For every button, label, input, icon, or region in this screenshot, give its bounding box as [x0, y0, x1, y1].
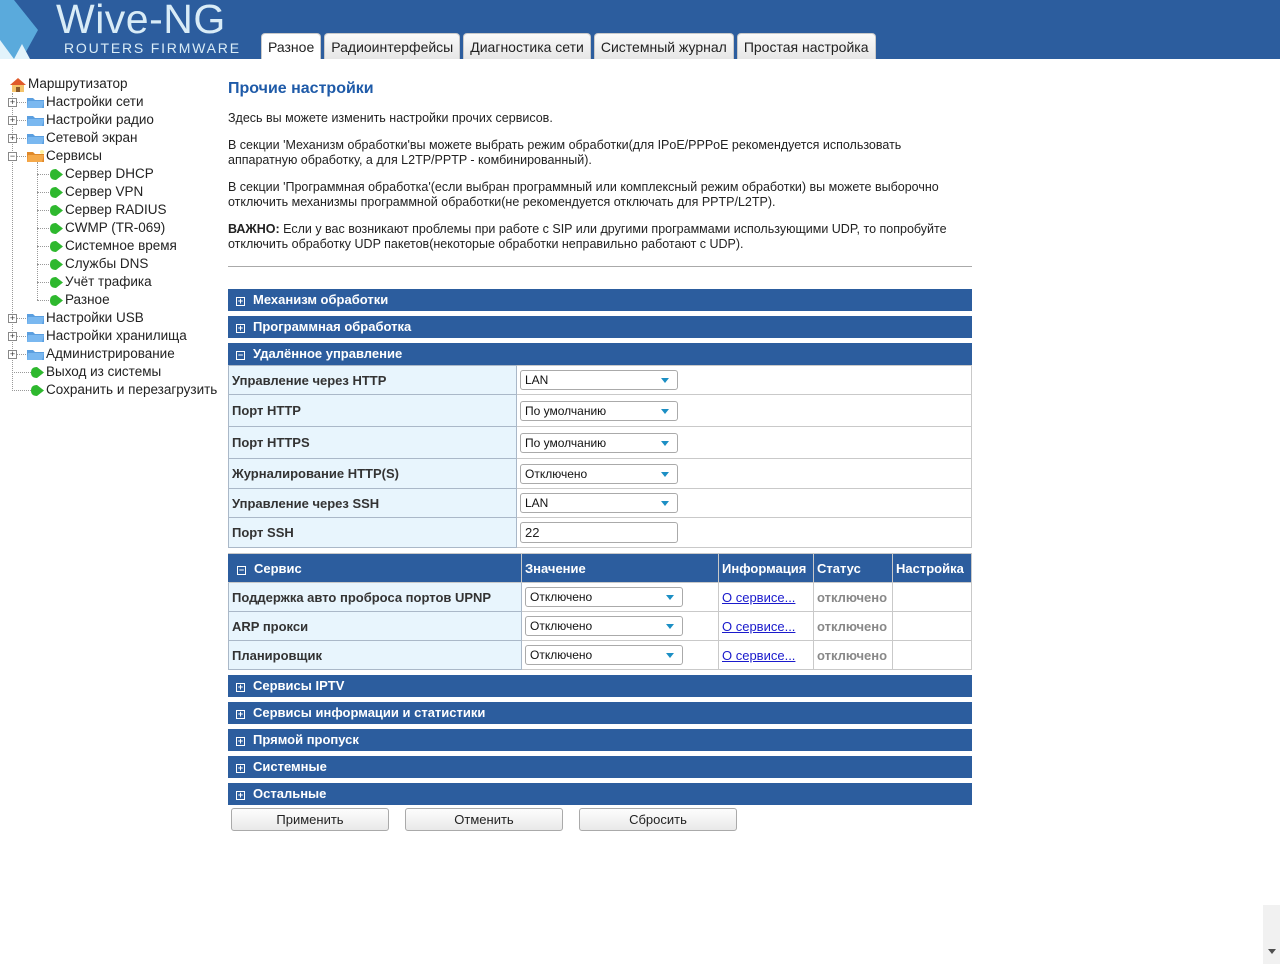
- expand-icon: +: [237, 323, 244, 333]
- folder-icon: [27, 114, 44, 126]
- upnp-select[interactable]: [525, 587, 683, 607]
- section-info-stats-services[interactable]: [228, 702, 972, 724]
- folder-icon: [27, 330, 44, 342]
- service-info-link[interactable]: О сервисе...: [722, 589, 796, 605]
- sidebar-item-label: Системное время: [65, 238, 177, 253]
- sidebar-item-services[interactable]: [8, 147, 217, 165]
- field-label: Порт HTTP: [229, 395, 517, 427]
- green-leaf-icon: [31, 367, 44, 378]
- column-header-service[interactable]: − Сервис: [229, 554, 522, 583]
- logo-title: Wive-NG: [56, 0, 226, 42]
- folder-icon: [27, 348, 44, 360]
- collapse-icon: −: [237, 350, 244, 360]
- expand-icon: +: [237, 736, 244, 746]
- green-leaf-icon: [50, 277, 63, 288]
- sidebar-item-label: Настройки радио: [46, 112, 154, 127]
- sidebar-item-radio-settings[interactable]: [8, 111, 217, 129]
- service-status: отключено: [817, 618, 888, 634]
- section-title: Сервисы информации и статистики: [253, 705, 486, 720]
- expand-icon[interactable]: +: [9, 133, 16, 143]
- service-status: отключено: [817, 589, 888, 605]
- services-header-row: [229, 554, 972, 583]
- dropdown-arrow-icon: [666, 653, 674, 658]
- expand-icon: +: [237, 682, 244, 692]
- http-port-select[interactable]: [520, 401, 678, 421]
- cancel-button[interactable]: Отменить: [405, 808, 563, 831]
- sidebar-item-label: Настройки USB: [46, 310, 144, 325]
- dropdown-arrow-icon: [661, 472, 669, 477]
- page-title: Прочие настройки: [228, 80, 374, 97]
- tab-system-log[interactable]: Системный журнал: [594, 33, 734, 59]
- scrollbar[interactable]: [1263, 905, 1280, 964]
- section-title: Удалённое управление: [253, 346, 403, 361]
- tab-simple-setup[interactable]: Простая настройка: [737, 33, 876, 59]
- service-settings-cell: [893, 612, 972, 641]
- field-label: Журналирование HTTP(S): [229, 459, 517, 489]
- collapse-icon[interactable]: −: [9, 151, 16, 161]
- green-leaf-icon: [50, 205, 63, 216]
- tab-misc[interactable]: Разное: [261, 33, 321, 59]
- service-name: Планировщик: [229, 641, 522, 670]
- expand-icon[interactable]: +: [9, 97, 16, 107]
- top-tabs: [261, 33, 876, 59]
- green-leaf-icon: [50, 223, 63, 234]
- sidebar-item-logout[interactable]: [8, 363, 217, 381]
- sidebar-item-usb-settings[interactable]: [8, 309, 217, 327]
- folder-icon: [27, 312, 44, 324]
- table-row: [229, 489, 972, 518]
- expand-icon: +: [237, 763, 244, 773]
- scroll-down-arrow-icon[interactable]: [1268, 949, 1276, 954]
- dropdown-arrow-icon: [661, 409, 669, 414]
- select-value: LAN: [525, 496, 549, 510]
- sidebar-item-network-settings[interactable]: [8, 93, 217, 111]
- service-info-link[interactable]: О сервисе...: [722, 618, 796, 634]
- sidebar-item-traffic-accounting[interactable]: [8, 273, 217, 291]
- sidebar-item-label: Учёт трафика: [65, 274, 152, 289]
- tab-network-diagnostics[interactable]: Диагностика сети: [463, 33, 591, 59]
- sidebar-item-label: Выход из системы: [46, 364, 162, 379]
- sidebar-item-label: Сохранить и перезагрузить: [46, 382, 218, 397]
- sidebar-item-misc[interactable]: [8, 291, 217, 309]
- section-title: Прямой пропуск: [253, 732, 359, 747]
- logo-chevron-icon: [0, 0, 42, 59]
- scheduler-select[interactable]: [525, 645, 683, 665]
- expand-icon[interactable]: +: [9, 115, 16, 125]
- section-processing-mechanism[interactable]: [228, 289, 972, 311]
- sidebar-item-cwmp[interactable]: [8, 219, 217, 237]
- http-management-select[interactable]: [520, 370, 678, 390]
- expand-icon: +: [237, 790, 244, 800]
- green-leaf-icon: [50, 187, 63, 198]
- sidebar-item-system-time[interactable]: [8, 237, 217, 255]
- select-value: Отключено: [530, 590, 593, 604]
- field-label: Порт HTTPS: [229, 427, 517, 459]
- select-value: Отключено: [525, 466, 588, 481]
- green-leaf-icon: [50, 241, 63, 252]
- field-label: Управление через SSH: [229, 489, 517, 518]
- select-value: LAN: [525, 373, 549, 387]
- dropdown-arrow-icon: [661, 441, 669, 446]
- sidebar-item-label: Настройки сети: [46, 94, 144, 109]
- sidebar-item-firewall[interactable]: [8, 129, 217, 147]
- tab-radio-interfaces[interactable]: Радиоинтерфейсы: [324, 33, 460, 59]
- green-leaf-icon: [31, 385, 44, 396]
- select-value: Отключено: [530, 619, 593, 633]
- sidebar-item-label: Администрирование: [46, 346, 175, 361]
- service-status: отключено: [817, 647, 888, 663]
- logo-subtitle: ROUTERS FIRMWARE: [64, 40, 241, 56]
- dropdown-arrow-icon: [666, 595, 674, 600]
- sidebar-item-label: Сервер RADIUS: [65, 202, 167, 217]
- service-settings-cell: [893, 641, 972, 670]
- dropdown-arrow-icon: [661, 501, 669, 506]
- service-name: ARP прокси: [229, 612, 522, 641]
- expand-icon: +: [237, 296, 244, 306]
- service-info-link[interactable]: О сервисе...: [722, 647, 796, 663]
- section-software-processing[interactable]: [228, 316, 972, 338]
- collapse-icon: −: [238, 564, 245, 575]
- sidebar-tree: [8, 75, 217, 399]
- table-row: [229, 612, 972, 641]
- reset-button[interactable]: Сбросить: [579, 808, 737, 831]
- folder-icon: [27, 132, 44, 144]
- select-value: По умолчанию: [525, 403, 607, 418]
- sidebar-item-label: Службы DNS: [65, 256, 149, 271]
- select-value: Отключено: [530, 648, 593, 662]
- services-table: [228, 553, 972, 670]
- select-value: По умолчанию: [525, 435, 607, 450]
- table-row: [229, 583, 972, 612]
- sidebar-item-label: Сетевой экран: [46, 130, 138, 145]
- green-leaf-icon: [50, 169, 63, 180]
- green-leaf-icon: [50, 259, 63, 270]
- expand-icon[interactable]: +: [9, 313, 16, 323]
- important-note: [228, 222, 972, 252]
- section-iptv-services[interactable]: [228, 675, 972, 697]
- sidebar-item-label: Сервисы: [46, 148, 102, 163]
- sidebar-item-radius-server[interactable]: [8, 201, 217, 219]
- section-title: Программная обработка: [253, 319, 412, 334]
- http-logging-select[interactable]: [520, 464, 678, 484]
- arp-proxy-select[interactable]: [525, 616, 683, 636]
- sidebar-item-dns-services[interactable]: [8, 255, 217, 273]
- home-icon: [10, 78, 26, 92]
- open-folder-icon: [27, 150, 44, 162]
- description-processing: В секции 'Механизм обработки'вы можете выбрать режим обработки(для IPoE/PPPoE рекомендуется использовать аппаратную обработку, а для L2TP/PPTP - комбинированный).: [228, 138, 902, 167]
- section-title: Системные: [253, 759, 327, 774]
- section-system[interactable]: [228, 756, 972, 778]
- important-text: Если у вас возникают проблемы при работе с SIP или другими программами использующими UDP, то попробуйте отключить обработку UDP пакетов(некоторые обработки неправильно работают с UDP).: [228, 222, 947, 251]
- ssh-management-select[interactable]: [520, 493, 678, 513]
- table-row: [229, 427, 972, 459]
- expand-icon: +: [237, 709, 244, 719]
- sidebar-item-dhcp-server[interactable]: [8, 165, 217, 183]
- column-header-settings: Настройка: [893, 554, 972, 583]
- dropdown-arrow-icon: [666, 624, 674, 629]
- column-header-value: Значение: [522, 554, 719, 583]
- sidebar-item-label: CWMP (TR-069): [65, 220, 166, 235]
- dropdown-arrow-icon: [661, 378, 669, 383]
- green-leaf-icon: [50, 295, 63, 306]
- action-buttons: [228, 808, 972, 831]
- field-label: Порт SSH: [229, 518, 517, 548]
- service-name: Поддержка авто проброса портов UPNP: [229, 583, 522, 612]
- divider: [228, 266, 972, 267]
- sidebar-item-router[interactable]: [8, 75, 217, 93]
- sidebar-item-storage-settings[interactable]: [8, 327, 217, 345]
- field-label: Управление через HTTP: [229, 366, 517, 395]
- section-title: Сервисы IPTV: [253, 678, 345, 693]
- table-row: [229, 518, 972, 548]
- expand-icon[interactable]: +: [9, 349, 16, 359]
- table-row: [229, 641, 972, 670]
- important-label: ВАЖНО:: [228, 222, 280, 236]
- section-passthrough[interactable]: [228, 729, 972, 751]
- folder-icon: [27, 96, 44, 108]
- section-title: Остальные: [253, 786, 327, 801]
- table-row: [229, 459, 972, 489]
- intro-text: Здесь вы можете изменить настройки прочих сервисов.: [228, 111, 553, 125]
- sidebar-item-label: Сервер DHCP: [65, 166, 154, 181]
- sidebar-item-administration[interactable]: [8, 345, 217, 363]
- table-row: [229, 395, 972, 427]
- sidebar-item-label: Разное: [65, 292, 110, 307]
- description-software: В секции 'Программная обработка'(если выбран программный или комплексный режим обработки) вы можете выборочно отключить механизмы программной обработки(не рекомендуется отключать для PPTP/L2TP).: [228, 180, 939, 209]
- ssh-port-input[interactable]: 22: [520, 522, 678, 543]
- https-port-select[interactable]: [520, 433, 678, 453]
- apply-button[interactable]: Применить: [231, 808, 389, 831]
- column-header-status: Статус: [814, 554, 893, 583]
- sidebar-item-label: Сервер VPN: [65, 184, 144, 199]
- table-row: [229, 366, 972, 395]
- sidebar-item-label: Настройки хранилища: [46, 328, 187, 343]
- column-header-info: Информация: [719, 554, 814, 583]
- sidebar-item-vpn-server[interactable]: [8, 183, 217, 201]
- sidebar-item-label: Маршрутизатор: [28, 76, 128, 91]
- remote-management-table: [228, 365, 972, 548]
- header-bar: [0, 0, 1280, 59]
- service-settings-cell: [893, 583, 972, 612]
- sidebar-item-save-reboot[interactable]: [8, 381, 217, 399]
- expand-icon[interactable]: +: [9, 331, 16, 341]
- main-content: [228, 80, 972, 831]
- section-other[interactable]: [228, 783, 972, 805]
- section-remote-management[interactable]: [228, 343, 972, 365]
- section-title: Механизм обработки: [253, 292, 389, 307]
